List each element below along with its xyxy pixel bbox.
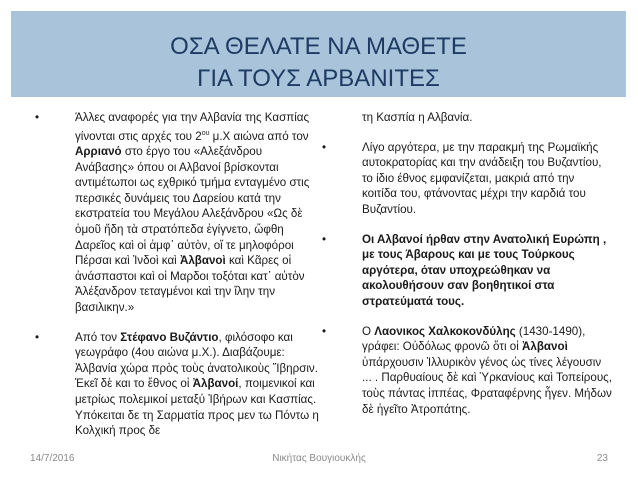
title-band: [11, 11, 626, 97]
text-run: Ο: [362, 324, 375, 338]
text-run: Από τον: [75, 330, 121, 344]
bold-statement: Οι Αλβανοί ήρθαν στην Ανατολική Ευρώπη , με τους Άβαρους και με τους Τούρκους αργότερα, όταν υποχρεώθηκαν να ακολουθήσουν σαν βοηθητικοί στα στρατεύματά τους.: [362, 232, 607, 308]
bullet-icon: •: [322, 324, 327, 338]
footer-author: Νικήτας Βουγιουκλής: [272, 453, 366, 464]
bullet-icon: •: [322, 140, 327, 154]
bullet-text: Λίγο αργότερα, με την παρακμή της Ρωμαϊκής αυτοκρατορίας και την ανάδειξη του Βυζαντίου, το ίδιο έθνος εμφανίζεται, μακριά από την κοιτίδα του, φτάνοντας μέχρι την καρδιά του Βυζαντίου.: [362, 140, 602, 216]
bold-albanoi: Ἀλβανοί: [192, 377, 239, 391]
text-run: ὑπάρχουσιν Ἰλλυρικὸν γένος ὡς τίνες λέγουσιν ... . Παρθυαίους δὲ καὶ Ὑρκανίους καὶ Τοπείρους, τοὺς πάντας ἱππέας, Φραταφέρνης ἦγεν. Μήδων δὲ ἡγεῖτο Ἀτροπάτης.: [362, 355, 612, 416]
text-run: (1430-1490), γράφει: Οὐδόλως φρονῶ ὅτι οἱ: [362, 324, 586, 354]
bullet-text: [362, 232, 612, 310]
superscript: ου: [201, 129, 210, 137]
title-line-1: ΟΣΑ ΘΕΛΑΤΕ ΝΑ ΜΑΘΕΤΕ: [170, 33, 467, 60]
footer-date: 14/7/2016: [30, 453, 75, 464]
text-run: καὶ Κᾶρες οἱ ἀνάσπαστοι καὶ οἱ Μαρδοι τοξόται κατ᾽ αὐτὸν Ἀλέξανδρον τεταγμένοι καὶ την ἴλην την βασιλικην.»: [75, 254, 305, 314]
bullet-text: [362, 324, 612, 418]
bullet-item-byzantium: [322, 140, 612, 218]
text-run: , φιλόσοφο και γεωγράφο (4ου αιώνα μ.Χ.). Διαβάζουμε: Ἀλβανία χώρα πρὸς τοὺς ἀνατολικοὺς Ἴβηρσιν. Ἐκεῖ δὲ και το ἔθνος οἱ: [75, 330, 318, 391]
text-run: στο έργο του «Αλεξάνδρου Ανάβασης» όπου οι Αλβανοί βρίσκονται αντιμέτωποι ως εχθρικό τμήμα ενταγμένο στις περσικές δυνάμεις του Δαρείου κατά την εκστρατεία του Μεγάλου Αλεξάνδρου «Ως δὲ ὁμοῦ ἤδη τὰ στρατόπεδα ἐγίγνετο, ὤφθη Δαρεῖος καὶ οἱ ἀμφ᾽ αὐτὸν, οἵ τε μηλοφόροι Πέρσαι καὶ Ἰνδοὶ καὶ: [75, 145, 310, 268]
bullet-icon: •: [35, 111, 40, 124]
bullet-text: [75, 330, 323, 439]
bullet-text: [75, 110, 323, 316]
bullet-item-eastern-europe: [322, 232, 612, 310]
slide-title: [11, 31, 626, 95]
text-run: μ.Χ αιώνα από τον: [209, 129, 309, 143]
bold-albanoi: Ἀλβανοὶ: [179, 254, 226, 268]
title-line-2: ΓΙΑ ΤΟΥΣ ΑΡΒΑΝΙΤΕΣ: [197, 65, 440, 92]
left-column: [35, 110, 323, 453]
continuation-text: τη Κασπία η Αλβανία.: [362, 111, 473, 124]
bold-name-stephanus: Στέφανο Βυζάντιο: [120, 330, 219, 344]
footer-page-number: 23: [596, 453, 608, 464]
bold-name-arrian: Αρριανό: [75, 145, 122, 159]
bullet-item-stephanus: [35, 330, 323, 439]
bullet-item-arrian: [35, 110, 323, 316]
right-column: [322, 110, 612, 431]
text-run: , ποιμενικοί και μετρίως πολεμικοί μεταξύ Ἰβήρων και Κασπίας. Υπόκειται δε τη Σαρματία προς μεν τω Πόντω η Κολχική προς δε: [75, 377, 319, 438]
bullet-item-chalkokondyles: [322, 324, 612, 418]
text-run: Άλλες αναφορές για την Αλβανία της Κασπίας γίνονται στις αρχές του 2: [75, 111, 310, 143]
bullet-icon: •: [322, 232, 327, 246]
bold-albanoi: Ἀλβανοὶ: [522, 340, 568, 354]
bold-name-chalkokondyles: Λαονικος Χαλκοκονδύλης: [374, 324, 516, 338]
bullet-icon: •: [35, 330, 40, 344]
